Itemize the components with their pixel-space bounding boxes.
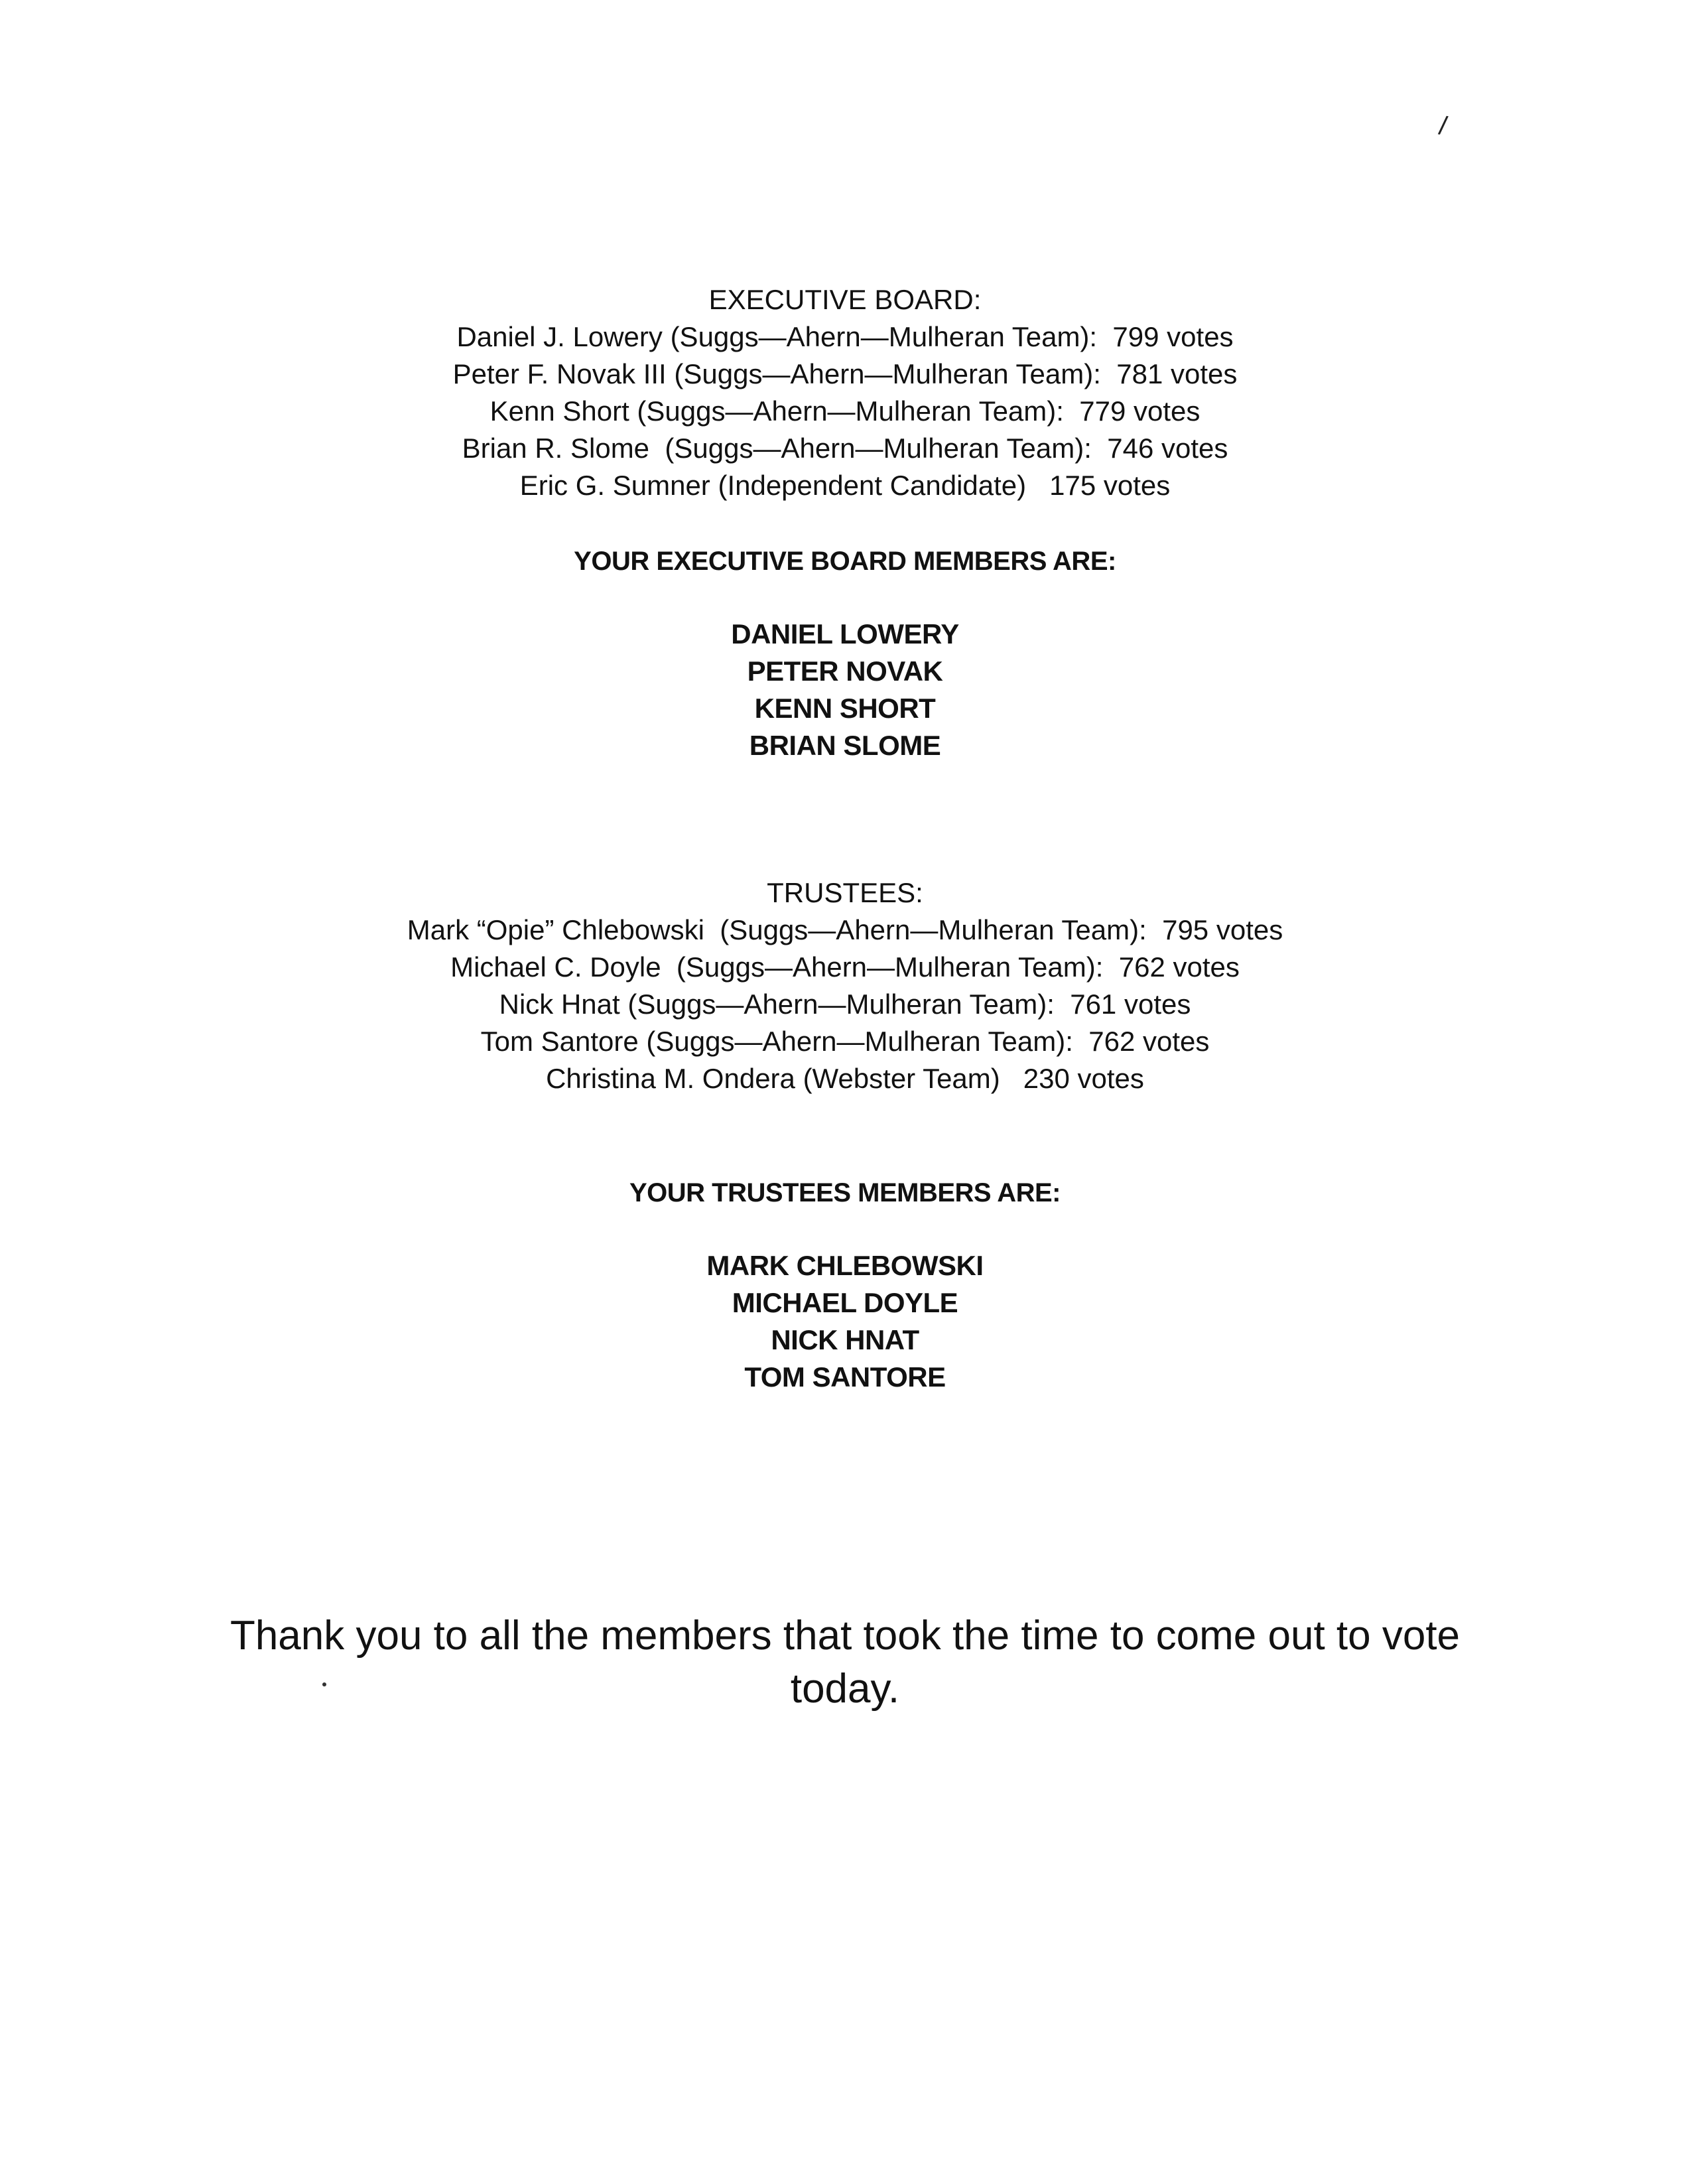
result-row: Tom Santore (Suggs—Ahern—Mulheran Team): 762 votes [480,1026,1210,1057]
member-name: DANIEL LOWERY [731,618,959,649]
result-row: Mark “Opie” Chlebowski (Suggs—Ahern—Mulheran Team): 795 votes [407,914,1283,945]
stray-pen-mark: / [1437,111,1449,141]
result-row: Kenn Short (Suggs—Ahern—Mulheran Team): 779 votes [489,395,1201,427]
result-row: Daniel J. Lowery (Suggs—Ahern—Mulheran Team): 799 votes [456,321,1234,352]
member-name: NICK HNAT [771,1324,919,1355]
stray-dot-mark [322,1682,326,1686]
member-name: MARK CHLEBOWSKI [706,1250,984,1281]
thank-you-message: Thank you to all the members that took the time to come out to vote today. [229,1613,1461,1712]
result-row: Michael C. Doyle (Suggs—Ahern—Mulheran Team): 762 votes [450,951,1240,983]
member-name: TOM SANTORE [744,1361,946,1393]
result-row: Christina M. Ondera (Webster Team) 230 votes [546,1063,1144,1094]
result-row: Nick Hnat (Suggs—Ahern—Mulheran Team): 761 votes [499,989,1191,1020]
trustees-section [0,874,1690,1097]
executive-board-members-list [0,616,1690,764]
member-name: BRIAN SLOME [749,730,941,761]
trustees-members-section [0,1174,1690,1396]
executive-board-label: EXECUTIVE BOARD: [708,284,982,315]
result-row: Peter F. Novak III (Suggs—Ahern—Mulheran Team): 781 votes [452,358,1238,389]
trustees-members-heading: YOUR TRUSTEES MEMBERS ARE: [629,1178,1061,1207]
result-row: Eric G. Sumner (Independent Candidate) 175 votes [519,470,1171,501]
trustees-label: TRUSTEES: [767,877,923,908]
executive-board-results [0,318,1690,504]
executive-board-members-section [0,543,1690,764]
result-row: Brian R. Slome (Suggs—Ahern—Mulheran Team): 746 votes [462,433,1228,464]
member-name: PETER NOVAK [747,655,943,687]
trustees-members-list [0,1247,1690,1396]
trustees-results [0,912,1690,1097]
member-name: MICHAEL DOYLE [732,1287,958,1318]
member-name: KENN SHORT [754,693,936,724]
executive-board-members-heading: YOUR EXECUTIVE BOARD MEMBERS ARE: [574,547,1116,576]
executive-board-section [0,281,1690,504]
